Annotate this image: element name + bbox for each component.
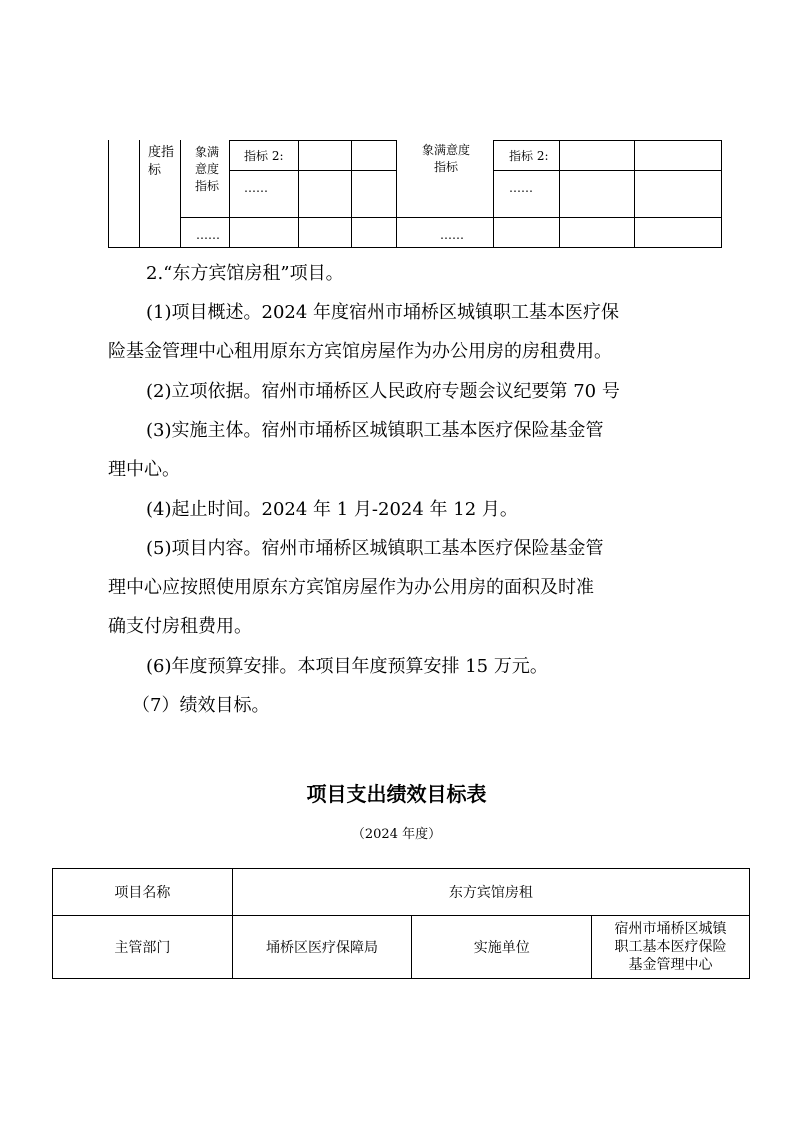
- paragraph-line: 险基金管理中心租用原东方宾馆房屋作为办公用房的房租费用。: [108, 341, 612, 362]
- performance-target-table: [52, 868, 750, 979]
- table-cell-ellipsis: ……: [440, 228, 464, 242]
- table-line: [108, 140, 109, 248]
- table-row: [53, 869, 750, 916]
- table-line: [229, 140, 396, 141]
- paragraph-line: 理中心应按照使用原东方宾馆房屋作为办公用房的面积及时准: [108, 577, 594, 598]
- paragraph-line: (4)起止时间。2024 年 1 月-2024 年 12 月。: [146, 499, 518, 520]
- form-title: 项目支出绩效目标表: [306, 782, 487, 806]
- table-line: [721, 140, 722, 248]
- table-cell-label: 度指标: [148, 145, 175, 178]
- table-line: [351, 140, 352, 248]
- table-line: [493, 140, 722, 141]
- table-cell-indicator: 指标 2:: [244, 149, 284, 163]
- dept-label: 主管部门: [53, 916, 233, 979]
- impl-value: [592, 916, 750, 979]
- table-cell-label: 象满意度指标: [194, 145, 219, 193]
- dept-value: 埇桥区医疗保障局: [232, 916, 412, 979]
- impl-value-line: 基金管理中心: [628, 957, 713, 973]
- paragraph-line: (1)项目概述。2024 年度宿州市埇桥区城镇职工基本医疗保: [146, 302, 620, 323]
- paragraph-line: (6)年度预算安排。本项目年度预算安排 15 万元。: [146, 656, 548, 677]
- table-line: [493, 140, 494, 248]
- table-line: [180, 140, 181, 248]
- paragraph-line: (2)立项依据。宿州市埇桥区人民政府专题会议纪要第 70 号: [146, 381, 620, 402]
- table-cell-ellipsis: ……: [244, 181, 268, 195]
- project-name-value: 东方宾馆房租: [232, 869, 749, 916]
- table-line: [298, 140, 299, 248]
- table-cell-label: 象满意度指标: [421, 143, 470, 174]
- impl-label: 实施单位: [412, 916, 592, 979]
- table-line: [229, 170, 396, 171]
- paragraph-line: 确支付房租费用。: [108, 616, 252, 637]
- table-line: [108, 247, 722, 248]
- table-cell-indicator: 指标 2:: [509, 149, 549, 163]
- table-line: [139, 140, 140, 248]
- section-heading: 2.“东方宾馆房租”项目。: [146, 263, 344, 284]
- paragraph-line: （7）绩效目标。: [132, 695, 270, 716]
- table-row: [53, 916, 750, 979]
- paragraph-line: (3)实施主体。宿州市埇桥区城镇职工基本医疗保险基金管: [146, 420, 604, 441]
- paragraph-line: 理中心。: [108, 459, 180, 480]
- table-line: [493, 170, 722, 171]
- table-line: [180, 217, 396, 218]
- impl-value-line: 宿州市埇桥区城镇: [614, 921, 727, 937]
- table-cell-ellipsis: ……: [509, 181, 533, 195]
- project-name-label: 项目名称: [53, 869, 233, 916]
- table-line: [559, 140, 560, 248]
- table-cell-ellipsis: ……: [196, 228, 220, 242]
- form-year: （2024 年度）: [351, 827, 442, 842]
- paragraph-line: (5)项目内容。宿州市埇桥区城镇职工基本医疗保险基金管: [146, 538, 604, 559]
- table-line: [634, 140, 635, 248]
- table-line: [229, 140, 230, 248]
- impl-value-line: 职工基本医疗保险: [614, 939, 727, 955]
- table-line: [396, 140, 397, 248]
